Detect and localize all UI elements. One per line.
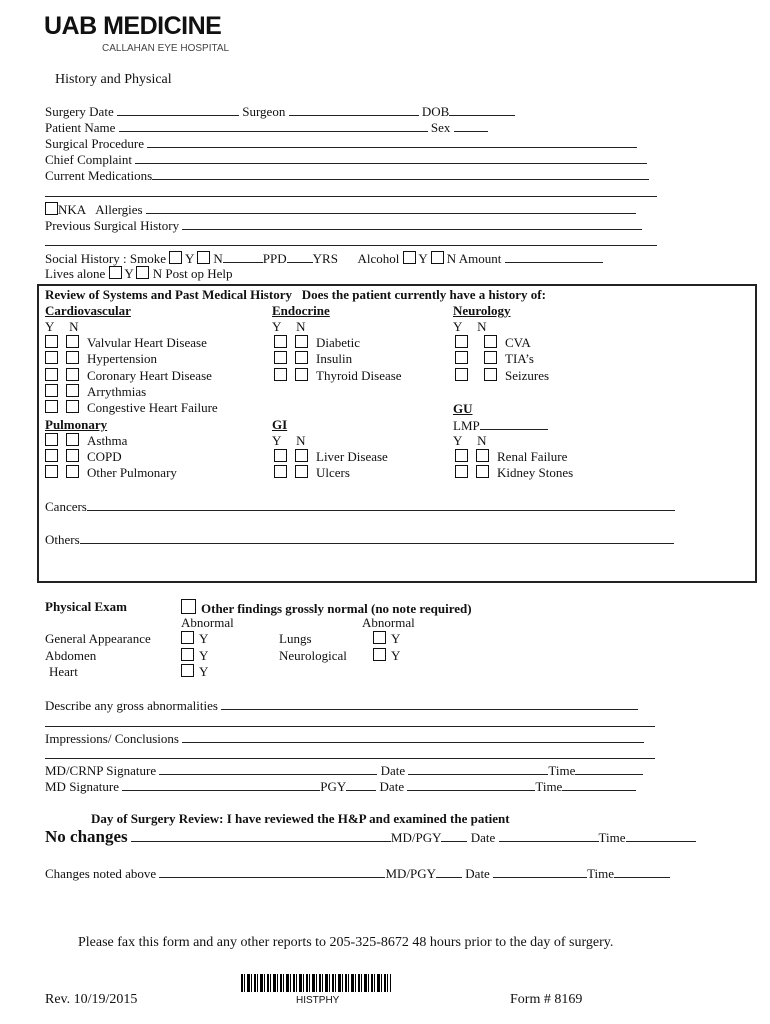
- md-crnp-date-label: Date: [380, 763, 406, 778]
- copd-label: COPD: [87, 449, 122, 464]
- barcode-label: HISTPHY: [296, 995, 340, 1006]
- other-findings-checkbox[interactable]: [181, 599, 196, 614]
- fax-note: Please fax this form and any other reports to 205-325-8672 48 hours prior to the day of surgery.: [78, 935, 614, 950]
- ros-heading: Review of Systems and Past Medical History: [45, 287, 292, 302]
- lives-alone-yes-label: Y: [124, 266, 134, 281]
- alcohol-yes-checkbox[interactable]: [403, 251, 416, 264]
- abnormal-header-left: Abnormal: [181, 615, 234, 630]
- allergies-field[interactable]: [146, 201, 636, 214]
- chf-no-checkbox[interactable]: [66, 400, 79, 413]
- sex-field[interactable]: [454, 119, 488, 132]
- chief-complaint-row: [45, 151, 647, 167]
- surgical-history-extra-line[interactable]: [45, 245, 657, 246]
- lungs-checkbox[interactable]: [373, 631, 386, 644]
- tia-label: TIA’s: [505, 351, 534, 366]
- cva-label: CVA: [505, 335, 531, 350]
- liver-no-checkbox[interactable]: [295, 449, 308, 462]
- no-changes-pgy-field[interactable]: [441, 829, 467, 842]
- physical-exam-title: Physical Exam: [45, 599, 127, 614]
- pulm-item: [45, 465, 177, 480]
- md-crnp-time-label: Time: [548, 763, 576, 778]
- surgery-date-row: [45, 103, 515, 119]
- revision-date: Rev. 10/19/2015: [45, 992, 138, 1007]
- tia-yes-checkbox[interactable]: [455, 351, 468, 364]
- ppd-field[interactable]: [223, 250, 263, 263]
- ppd-label: PPD: [262, 251, 287, 266]
- other-pulm-yes-checkbox[interactable]: [45, 465, 58, 478]
- diabetic-yes-checkbox[interactable]: [274, 335, 287, 348]
- thyroid-label: Thyroid Disease: [316, 368, 402, 383]
- day-of-surgery-title: Day of Surgery Review: I have reviewed the H&P and examined the patient: [91, 811, 510, 826]
- impressions-label: Impressions/ Conclusions: [45, 731, 179, 746]
- insulin-no-checkbox[interactable]: [295, 351, 308, 364]
- no-changes-label: No changes: [45, 827, 128, 846]
- alcohol-yes-label: Y: [418, 251, 428, 266]
- abdomen-row: [181, 648, 208, 663]
- describe-extra-line[interactable]: [45, 726, 655, 727]
- neurological-label: Neurological: [279, 648, 347, 663]
- allergies-label: Allergies: [95, 202, 143, 217]
- changes-noted-md-pgy: MD/PGY: [385, 866, 437, 881]
- arrythmias-label: Arrythmias: [87, 384, 147, 399]
- gi-title: GI: [272, 417, 288, 432]
- others-field[interactable]: [80, 531, 674, 544]
- neuro-item: [455, 351, 534, 366]
- md-signature-label: MD Signature: [45, 779, 120, 794]
- abnormal-header-right: Abnormal: [362, 615, 415, 630]
- logo-subtitle: CALLAHAN EYE HOSPITAL: [102, 43, 230, 54]
- liver-yes-checkbox[interactable]: [274, 449, 287, 462]
- nka-checkbox[interactable]: [45, 202, 58, 215]
- valvular-label: Valvular Heart Disease: [87, 335, 207, 350]
- barcode: [241, 974, 391, 992]
- cancers-field[interactable]: [87, 498, 675, 511]
- smoke-yes-checkbox[interactable]: [169, 251, 182, 264]
- neurology-yn-header: Y N: [453, 319, 487, 334]
- md-pgy-field[interactable]: [346, 778, 376, 791]
- changes-noted-pgy-field[interactable]: [436, 865, 462, 878]
- patient-name-label: Patient Name: [45, 120, 116, 135]
- impressions-extra-line[interactable]: [45, 758, 655, 759]
- chf-yes-checkbox[interactable]: [45, 400, 58, 413]
- ros-heading-row: [45, 287, 546, 302]
- gi-yn-header: Y N: [272, 433, 306, 448]
- endo-item: [274, 351, 352, 366]
- yrs-label: YRS: [312, 251, 338, 266]
- describe-row: [45, 697, 638, 713]
- cardio-item: [45, 335, 207, 350]
- smoke-no-label: N: [213, 251, 223, 266]
- changes-noted-date-field[interactable]: [493, 865, 587, 878]
- patient-name-row: [45, 119, 488, 135]
- diabetic-label: Diabetic: [316, 335, 361, 350]
- surgical-procedure-row: [45, 135, 637, 151]
- general-appearance-y: Y: [199, 631, 209, 646]
- other-findings-row: [181, 599, 472, 616]
- seizures-yes-checkbox[interactable]: [455, 368, 468, 381]
- cardio-item: [45, 368, 212, 383]
- sex-label: Sex: [430, 120, 451, 135]
- hypertension-no-checkbox[interactable]: [66, 351, 79, 364]
- renal-yes-checkbox[interactable]: [455, 449, 468, 462]
- abdomen-label: Abdomen: [45, 648, 97, 663]
- lmp-label: LMP: [453, 418, 480, 433]
- others-label: Others: [45, 532, 80, 547]
- coronary-label: Coronary Heart Disease: [87, 368, 212, 383]
- dob-label: DOB: [421, 104, 450, 119]
- describe-field[interactable]: [221, 697, 638, 710]
- hypertension-label: Hypertension: [87, 351, 158, 366]
- surgeon-field[interactable]: [289, 103, 419, 116]
- md-crnp-signature-field[interactable]: [159, 762, 377, 775]
- neurological-row: [373, 648, 400, 663]
- gu-item: [455, 465, 573, 480]
- other-pulm-no-checkbox[interactable]: [66, 465, 79, 478]
- ros-question: Does the patient currently have a history of:: [301, 287, 546, 302]
- asthma-no-checkbox[interactable]: [66, 433, 79, 446]
- heart-y: Y: [199, 664, 209, 679]
- kidney-no-checkbox[interactable]: [476, 465, 489, 478]
- md-crnp-signature-label: MD/CRNP Signature: [45, 763, 157, 778]
- renal-label: Renal Failure: [497, 449, 568, 464]
- general-appearance-checkbox[interactable]: [181, 631, 194, 644]
- no-changes-md-pgy: MD/PGY: [390, 830, 442, 845]
- abdomen-checkbox[interactable]: [181, 648, 194, 661]
- diabetic-no-checkbox[interactable]: [295, 335, 308, 348]
- thyroid-yes-checkbox[interactable]: [274, 368, 287, 381]
- endocrine-yn-header: Y N: [272, 319, 306, 334]
- ulcers-label: Ulcers: [316, 465, 350, 480]
- endo-item: [274, 335, 360, 350]
- valvular-yes-checkbox[interactable]: [45, 335, 58, 348]
- seizures-no-checkbox[interactable]: [484, 368, 497, 381]
- gi-item: [274, 449, 388, 464]
- changes-noted-time-field[interactable]: [614, 865, 670, 878]
- other-pulm-label: Other Pulmonary: [87, 465, 177, 480]
- surgery-date-label: Surgery Date: [45, 104, 114, 119]
- smoke-yes-label: Y: [185, 251, 194, 266]
- general-appearance-row: [181, 631, 208, 646]
- changes-noted-signature-field[interactable]: [159, 865, 385, 878]
- describe-label: Describe any gross abnormalities: [45, 698, 218, 713]
- alcohol-amount-field[interactable]: [505, 250, 603, 263]
- gi-item: [274, 465, 350, 480]
- impressions-field[interactable]: [182, 730, 644, 743]
- lmp-field[interactable]: [480, 417, 548, 430]
- changes-noted-date-label: Date: [465, 866, 490, 881]
- current-medications-row: [45, 167, 649, 183]
- pulm-item: [45, 433, 127, 448]
- no-changes-time-field[interactable]: [626, 829, 696, 842]
- seizures-label: Seizures: [505, 368, 550, 383]
- cardiovascular-title: Cardiovascular: [45, 303, 131, 318]
- yrs-field[interactable]: [287, 250, 313, 263]
- arrythmias-yes-checkbox[interactable]: [45, 384, 58, 397]
- gu-yn-header: Y N: [453, 433, 487, 448]
- tia-no-checkbox[interactable]: [484, 351, 497, 364]
- md-pgy-label: PGY: [320, 779, 347, 794]
- previous-surgical-history-field[interactable]: [182, 217, 642, 230]
- cva-yes-checkbox[interactable]: [455, 335, 468, 348]
- coronary-no-checkbox[interactable]: [66, 368, 79, 381]
- ulcers-no-checkbox[interactable]: [295, 465, 308, 478]
- changes-noted-row: [45, 865, 670, 881]
- chief-complaint-label: Chief Complaint: [45, 152, 133, 167]
- coronary-yes-checkbox[interactable]: [45, 368, 58, 381]
- medications-extra-line[interactable]: [45, 196, 657, 197]
- heart-checkbox[interactable]: [181, 664, 194, 677]
- lungs-row: [373, 631, 400, 646]
- hypertension-yes-checkbox[interactable]: [45, 351, 58, 364]
- social-history-label: Social History : Smoke: [45, 251, 166, 266]
- md-crnp-signature-row: [45, 762, 643, 778]
- cancers-label: Cancers: [45, 499, 87, 514]
- renal-no-checkbox[interactable]: [476, 449, 489, 462]
- cardiovascular-yn-header: Y N: [45, 319, 79, 334]
- lmp-row: [453, 417, 548, 433]
- surgical-procedure-field[interactable]: [147, 135, 637, 148]
- cancers-row: [45, 498, 675, 514]
- heart-label: Heart: [49, 664, 78, 679]
- others-row: [45, 531, 674, 547]
- alcohol-no-checkbox[interactable]: [431, 251, 444, 264]
- neurology-title: Neurology: [453, 303, 511, 318]
- no-changes-date-label: Date: [470, 830, 496, 845]
- general-appearance-label: General Appearance: [45, 631, 151, 646]
- asthma-yes-checkbox[interactable]: [45, 433, 58, 446]
- md-time-label: Time: [535, 779, 563, 794]
- insulin-yes-checkbox[interactable]: [274, 351, 287, 364]
- surgery-date-field[interactable]: [117, 103, 239, 116]
- dob-field[interactable]: [449, 103, 515, 116]
- neurological-checkbox[interactable]: [373, 648, 386, 661]
- md-date-field[interactable]: [407, 778, 535, 791]
- surgeon-label: Surgeon: [242, 104, 286, 119]
- changes-noted-time-label: Time: [587, 866, 615, 881]
- changes-noted-label: Changes noted above: [45, 866, 157, 881]
- cardio-item: [45, 400, 218, 415]
- smoke-no-checkbox[interactable]: [197, 251, 210, 264]
- previous-surgical-history-row: [45, 217, 642, 233]
- kidney-yes-checkbox[interactable]: [455, 465, 468, 478]
- alcohol-amount-label: N Amount: [446, 251, 502, 266]
- allergies-row: [45, 201, 636, 217]
- ulcers-yes-checkbox[interactable]: [274, 465, 287, 478]
- pulm-item: [45, 449, 122, 464]
- endo-item: [274, 368, 402, 383]
- insulin-label: Insulin: [316, 351, 353, 366]
- neuro-item: [455, 335, 531, 350]
- post-op-help-checkbox[interactable]: [136, 266, 149, 279]
- patient-name-field[interactable]: [119, 119, 428, 132]
- surgical-procedure-label: Surgical Procedure: [45, 136, 145, 151]
- arrythmias-no-checkbox[interactable]: [66, 384, 79, 397]
- no-changes-signature-field[interactable]: [131, 829, 391, 842]
- no-changes-row: [45, 829, 696, 845]
- valvular-no-checkbox[interactable]: [66, 335, 79, 348]
- abdomen-y: Y: [199, 648, 209, 663]
- form-title: History and Physical: [55, 72, 172, 87]
- no-changes-time-label: Time: [598, 830, 626, 845]
- md-crnp-date-field[interactable]: [408, 762, 548, 775]
- heart-row: [181, 664, 208, 679]
- current-medications-field[interactable]: [152, 167, 649, 180]
- md-crnp-time-field[interactable]: [575, 762, 643, 775]
- kidney-label: Kidney Stones: [497, 465, 574, 480]
- lives-alone-label: Lives alone: [45, 266, 106, 281]
- no-changes-date-field[interactable]: [499, 829, 599, 842]
- liver-label: Liver Disease: [316, 449, 388, 464]
- copd-yes-checkbox[interactable]: [45, 449, 58, 462]
- neurological-y: Y: [391, 648, 401, 663]
- lives-alone-row: [45, 266, 233, 281]
- chief-complaint-field[interactable]: [135, 151, 647, 164]
- md-date-label: Date: [379, 779, 405, 794]
- current-medications-label: Current Medications: [45, 168, 153, 183]
- chf-label: Congestive Heart Failure: [87, 400, 218, 415]
- impressions-row: [45, 730, 644, 746]
- form-number: Form # 8169: [510, 992, 583, 1007]
- md-time-field[interactable]: [562, 778, 636, 791]
- other-findings-label: Other findings grossly normal (no note required): [201, 601, 472, 616]
- cardio-item: [45, 384, 146, 399]
- gu-title: GU: [453, 401, 473, 416]
- previous-surgical-history-label: Previous Surgical History: [45, 218, 180, 233]
- endocrine-title: Endocrine: [272, 303, 330, 318]
- lungs-y: Y: [391, 631, 401, 646]
- cva-no-checkbox[interactable]: [484, 335, 497, 348]
- logo-text: UAB MEDICINE: [44, 12, 222, 40]
- lives-alone-yes-checkbox[interactable]: [109, 266, 122, 279]
- lungs-label: Lungs: [279, 631, 312, 646]
- asthma-label: Asthma: [87, 433, 128, 448]
- thyroid-no-checkbox[interactable]: [295, 368, 308, 381]
- social-history-row: [45, 250, 603, 266]
- md-signature-row: [45, 778, 636, 794]
- post-op-help-label: N Post op Help: [152, 266, 233, 281]
- neuro-item: [455, 368, 549, 383]
- pulmonary-title: Pulmonary: [45, 417, 108, 432]
- gu-item: [455, 449, 567, 464]
- nka-label: NKA: [58, 202, 86, 217]
- cardio-item: [45, 351, 157, 366]
- md-signature-field[interactable]: [122, 778, 320, 791]
- alcohol-label: Alcohol: [357, 251, 400, 266]
- copd-no-checkbox[interactable]: [66, 449, 79, 462]
